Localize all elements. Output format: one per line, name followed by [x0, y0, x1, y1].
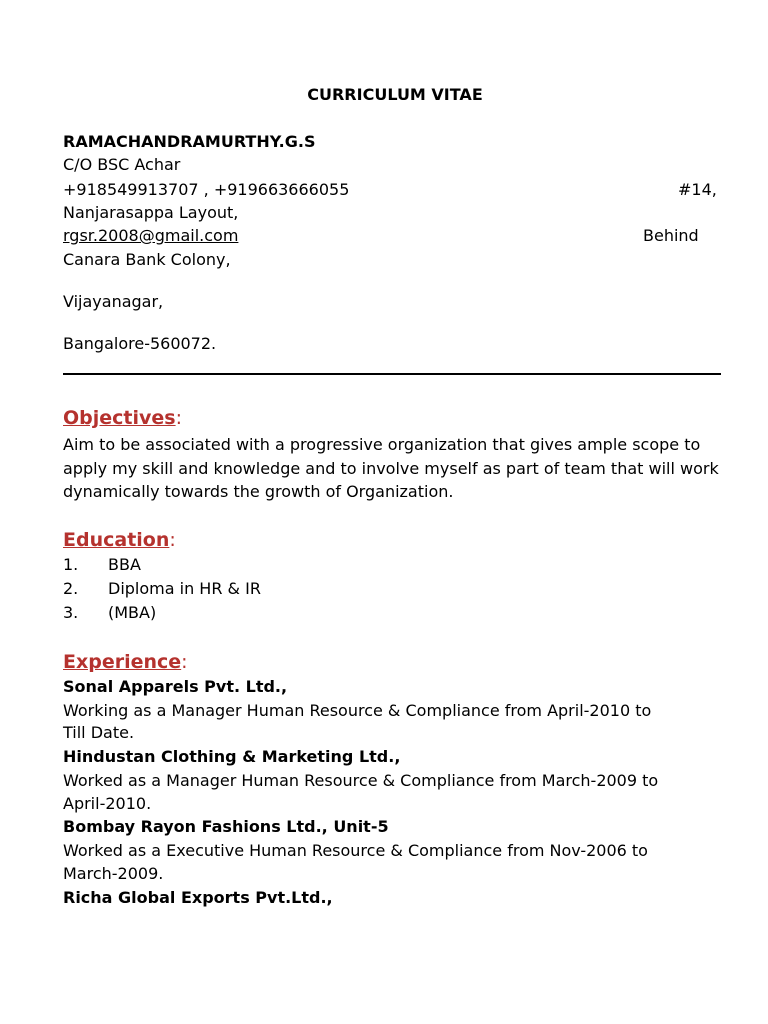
objectives-heading — [63, 406, 182, 430]
job-role-continued: Till Date. — [63, 723, 135, 742]
address-colony: Canara Bank Colony, — [63, 250, 231, 269]
job-company: Bombay Rayon Fashions Ltd., Unit-5 — [63, 817, 389, 836]
header-divider — [63, 373, 721, 375]
education-item-text: (MBA) — [108, 603, 157, 622]
job-role-continued: March-2009. — [63, 864, 164, 883]
experience-heading-text: Experience — [63, 651, 182, 673]
job-role: Worked as a Manager Human Resource & Compliance from March-2009 to — [63, 771, 659, 790]
education-item-number: 3. — [63, 603, 79, 622]
education-item — [63, 603, 156, 623]
phone-numbers: +918549913707 , +919663666055 — [63, 180, 350, 199]
objectives-text: Aim to be associated with a progressive organization that gives ample scope to apply my skill and knowledge and to involve myself as part of team that will work dynamically towards the growth of Organization. — [63, 435, 719, 501]
job-role-continued: April-2010. — [63, 794, 152, 813]
job-company: Hindustan Clothing & Marketing Ltd., — [63, 747, 401, 766]
job-role: Working as a Manager Human Resource & Compliance from April-2010 to — [63, 701, 652, 720]
job-company: Richa Global Exports Pvt.Ltd., — [63, 888, 333, 907]
job-role: Worked as a Executive Human Resource & Compliance from Nov-2006 to — [63, 841, 648, 860]
objectives-heading-colon: : — [175, 407, 182, 429]
education-item-text: BBA — [108, 555, 141, 574]
education-heading — [63, 528, 176, 552]
education-item-number: 1. — [63, 555, 79, 574]
address-area: Vijayanagar, — [63, 292, 164, 311]
address-city: Bangalore-560072. — [63, 334, 217, 353]
education-heading-text: Education — [63, 529, 170, 551]
address-behind: Behind — [643, 226, 699, 245]
education-heading-colon: : — [169, 529, 176, 551]
address-layout: Nanjarasappa Layout, — [63, 203, 239, 222]
education-item — [63, 579, 261, 599]
objectives-heading-text: Objectives — [63, 407, 176, 429]
job-company: Sonal Apparels Pvt. Ltd., — [63, 677, 288, 696]
education-item-number: 2. — [63, 579, 79, 598]
education-item — [63, 555, 141, 575]
email-link[interactable]: rgsr.2008@gmail.com — [63, 226, 239, 245]
house-number: #14, — [678, 180, 717, 199]
candidate-name: RAMACHANDRAMURTHY.G.S — [63, 132, 316, 151]
care-of: C/O BSC Achar — [63, 155, 181, 174]
experience-heading — [63, 650, 188, 674]
document-title: CURRICULUM VITAE — [307, 85, 483, 104]
experience-heading-colon: : — [181, 651, 188, 673]
education-item-text: Diploma in HR & IR — [108, 579, 261, 598]
